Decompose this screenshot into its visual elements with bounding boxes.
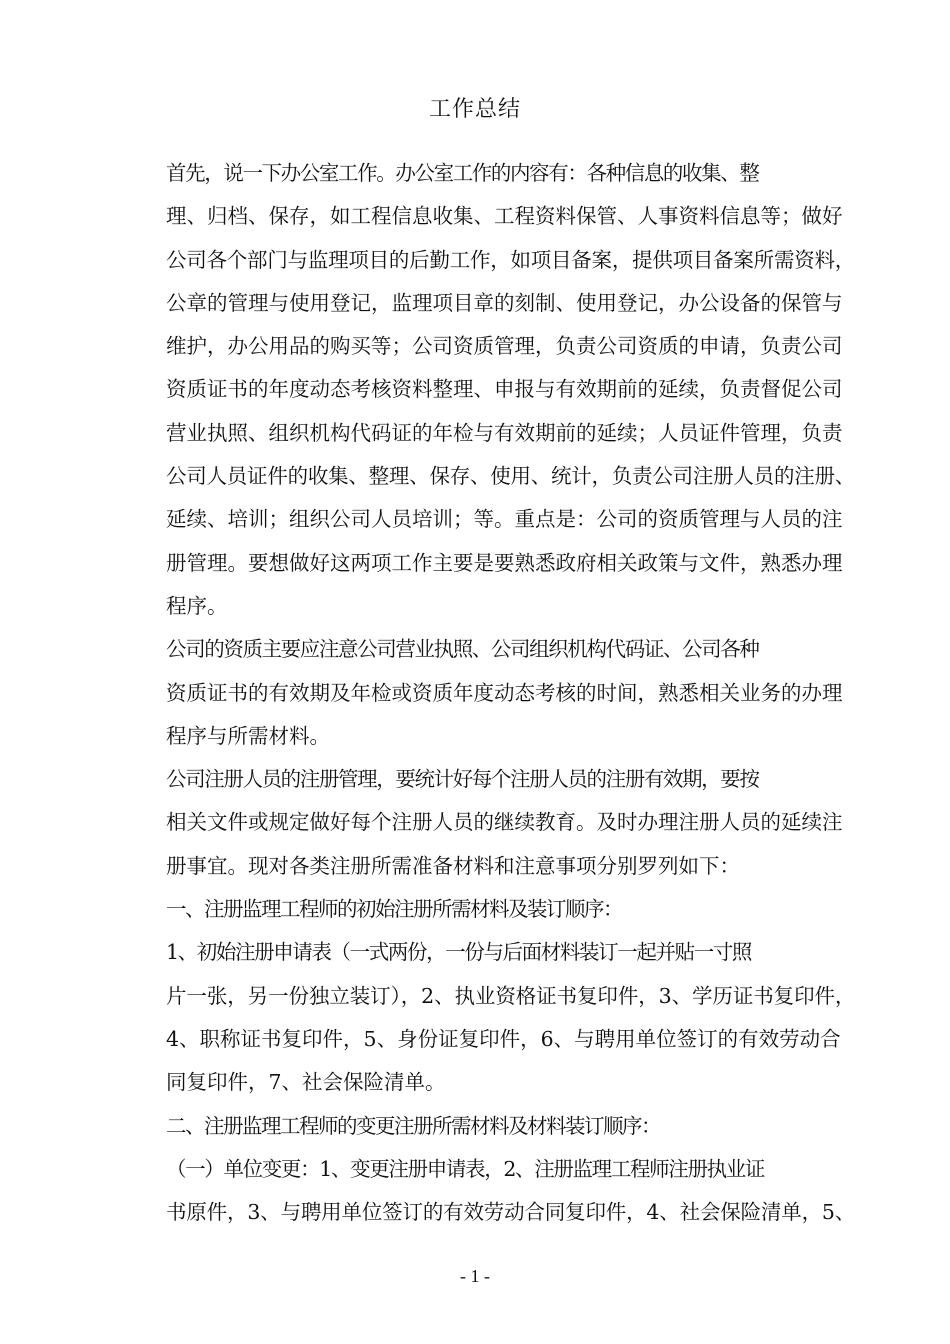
text-line: 公章的管理与使用登记，监理项目章的刻制、使用登记，办公设备的保管与 [166,290,843,315]
document-title: 工作总结 [428,97,521,122]
text-line: 理、归档、保存，如工程信息收集、工程资料保管、人事资料信息等；做好 [166,204,843,229]
text-line: 首先，说一下办公室工作。办公室工作的内容有：各种信息的收集、整 [166,161,759,185]
text-line: 资质证书的有效期及年检或资质年度动态考核的时间，熟悉相关业务的办理 [166,680,843,705]
text-line: 一、注册监理工程师的初始注册所需材料及装订顺序： [166,897,622,922]
text-line: 公司人员证件的收集、整理、保存、使用、统计，负责公司注册人员的注册、 [166,464,855,489]
text-line: 片一张，另一份独立装订），2、执业资格证书复印件，3、学历证书复印件， [166,983,856,1008]
text-line: 书原件，3、与聘用单位签订的有效劳动合同复印件，4、社会保险清单，5、 [166,1200,856,1225]
text-line: 维护，办公用品的购买等；公司资质管理，负责公司资质的申请，负责公司 [166,334,843,359]
text-line: 资质证书的年度动态考核资料整理、申报与有效期前的延续，负责督促公司 [166,377,843,402]
paragraph-registration-management [123,758,855,888]
text-line: 公司注册人员的注册管理，要统计好每个注册人员的注册有效期，要按 [166,767,759,792]
text-line: 册事宜。现对各类注册所需准备材料和注意事项分别罗列如下： [166,853,740,878]
text-line: （一）单位变更：1、变更注册申请表，2、注册监理工程师注册执业证 [166,1156,765,1181]
text-line: 二、注册监理工程师的变更注册所需材料及材料装订顺序： [166,1113,660,1138]
document-body [123,152,855,1234]
text-line: 4、职称证书复印件，5、身份证复印件，6、与聘用单位签订的有效劳动合 [166,1026,841,1051]
text-line: 程序。 [166,593,228,618]
paragraph-initial-registration-materials [123,931,855,1104]
text-line: 延续、培训；组织公司人员培训；等。重点是：公司的资质管理与人员的注 [166,507,843,532]
paragraph-qualification [123,628,855,758]
text-line: 公司的资质主要应注意公司营业执照、公司组织机构代码证、公司各种 [166,637,759,662]
text-line: 1、初始注册申请表（一式两份，一份与后面材料装订一起并贴一寸照 [166,940,752,965]
text-line: 营业执照、组织机构代码证的年检与有效期前的延续；人员证件管理，负责 [166,420,843,445]
text-line: 程序与所需材料。 [166,723,330,748]
text-line: 册管理。要想做好这两项工作主要是要熟悉政府相关政策与文件，熟悉办理 [166,550,843,575]
text-line: 公司各个部门与监理项目的后勤工作，如项目备案，提供项目备案所需资料， [166,247,855,272]
paragraph-office-work [123,152,855,628]
paragraph-unit-change [123,1148,855,1235]
text-line: 同复印件，7、社会保险清单。 [166,1070,446,1095]
section-heading-initial-registration [123,888,855,931]
text-line: 相关文件或规定做好每个注册人员的继续教育。及时办理注册人员的延续注 [166,810,843,835]
section-heading-change-registration [123,1105,855,1148]
page-number: - 1 - [460,1266,490,1286]
